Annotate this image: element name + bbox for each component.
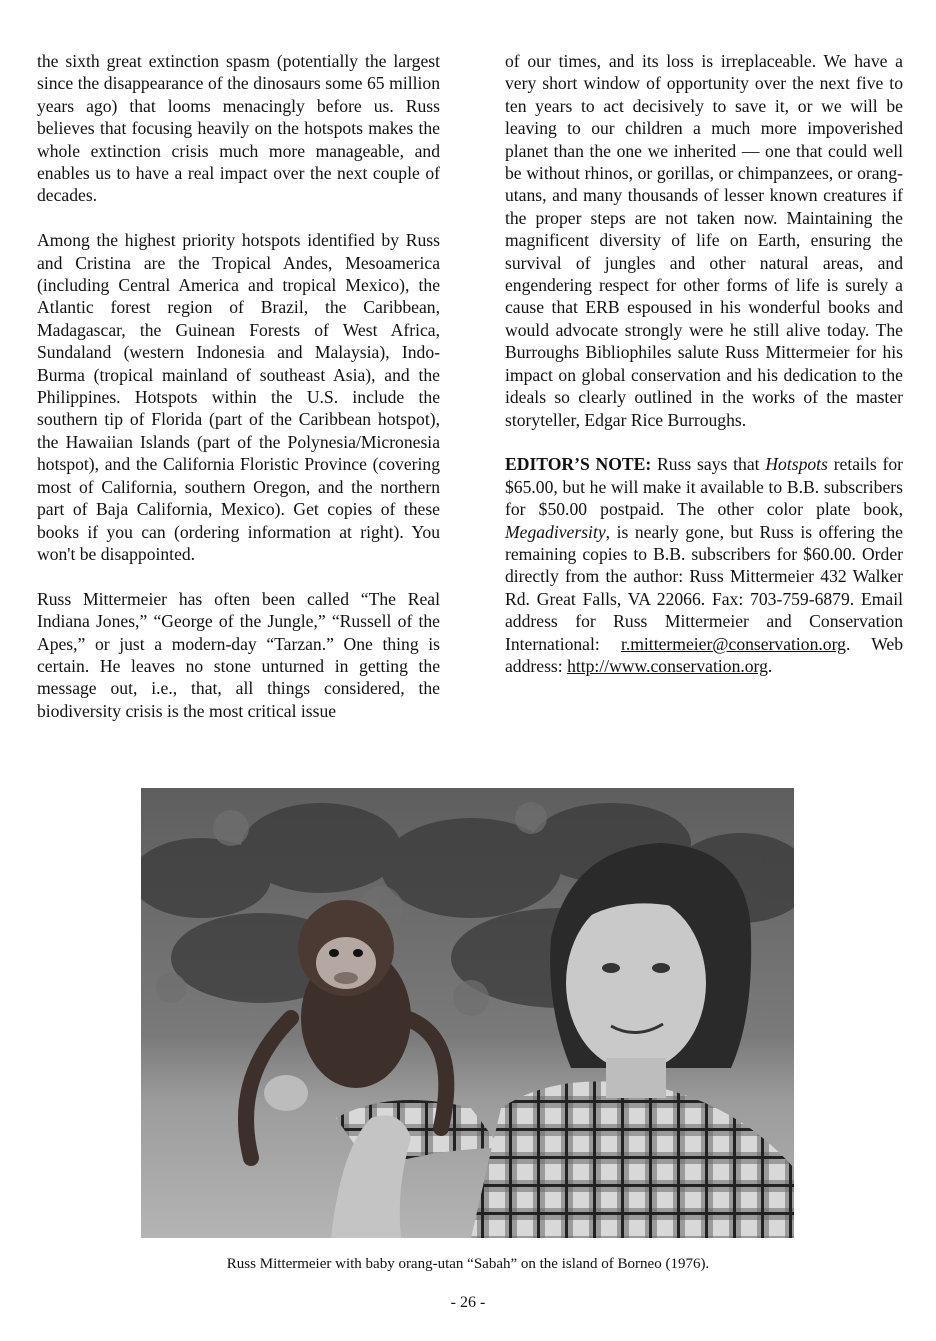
web-link[interactable]: http://www.conservation.org xyxy=(567,655,768,676)
editors-note-text-2: retails for $65.00, but he will make it available to B.B. subscribers for $50.00 postpaid. The other color plate book, xyxy=(505,454,903,520)
editors-note xyxy=(505,453,903,677)
left-column xyxy=(37,50,440,745)
right-column xyxy=(505,50,903,700)
right-paragraph-1: of our times, and its loss is irreplaceable. We have a very short window of opportunity over the next five to ten years to act decisively to save it, or we will be leaving to our children a much more impoverished planet than the one we inherited — one that could well be without rhinos, or gorillas, or chimpanzees, or orang-utans, and many thousands of lesser known creatures if the proper steps are not taken now. Maintaining the magnificent diversity of life on Earth, ensuring the survival of jungles and other natural areas, and engendering respect for other forms of life is surely a cause that ERB espoused in his wonderful books and would advocate strongly were he still alive today. The Burroughs Bibliophiles salute Russ Mittermeier for his impact on global conservation and his dedication to the ideals so clearly outlined in the works of the master storyteller, Edgar Rice Burroughs. xyxy=(505,51,903,430)
page-number: - 26 - xyxy=(450,1294,486,1311)
editors-note-text-3: , is nearly gone, but Russ is offering the remaining copies to B.B. subscribers for $60.00. Order directly from the author: Russ Mittermeier 432 Walker Rd. Great Falls, VA 22066. Fax: 703-759-6879. Email address for Russ Mittermeier and Conservation International: xyxy=(505,521,903,654)
email-link[interactable]: r.mittermeier@conservation.org xyxy=(620,633,846,654)
editors-note-text-4: . Web address: xyxy=(505,633,903,676)
photo-illustration xyxy=(141,788,794,1238)
left-paragraph-2: Among the highest priority hotspots identified by Russ and Cristina are the Tropical Andes, Mesoamerica (including Central America and tropical Mexico), the Atlantic forest region of Brazil, the Caribbean, Madagascar, the Guinean Forests of West Africa, Sundaland (western Indonesia and Malaysia), Indo-Burma (tropical mainland of southeast Asia), and the Philippines. Hotspots within the U.S. include the southern tip of Florida (part of the Caribbean hotspot), the Hawaiian Islands (part of the Polynesia/Micronesia hotspot), and the California Floristic Province (covering most of California, southern Oregon, and the northern part of Baja California, Mexico). Get copies of these books if you can (ordering information at right). You won't be disappointed. xyxy=(37,230,440,564)
photo-caption: Russ Mittermeier with baby orang-utan “Sabah” on the island of Borneo (1976). xyxy=(226,1256,710,1272)
left-paragraph-3: Russ Mittermeier has often been called “The Real Indiana Jones,” “George of the Jungle,” “Russell of the Apes,” or just a modern-day “Tarzan.” One thing is certain. He leaves no stone unturned in getting the message out, i.e., that, all things considered, the biodiversity crisis is the most critical issue xyxy=(37,588,440,721)
editors-note-text-1: Russ says that xyxy=(651,454,766,475)
left-paragraph-1: the sixth great extinction spasm (potentially the largest since the disappearance of the dinosaurs some 65 million years ago) that looms menacingly before us. Russ believes that focusing heavily on the hotspots makes the whole extinction crisis much more manageable, and enables us to have a real impact over the next couple of decades. xyxy=(37,51,440,206)
editors-note-text-5: . xyxy=(767,655,773,676)
editors-note-label: EDITOR’S NOTE: xyxy=(505,454,652,475)
book-title-megadiversity: Megadiversity xyxy=(505,521,606,542)
book-title-hotspots: Hotspots xyxy=(765,454,828,475)
photo-mittermeier-orangutan xyxy=(141,788,794,1238)
